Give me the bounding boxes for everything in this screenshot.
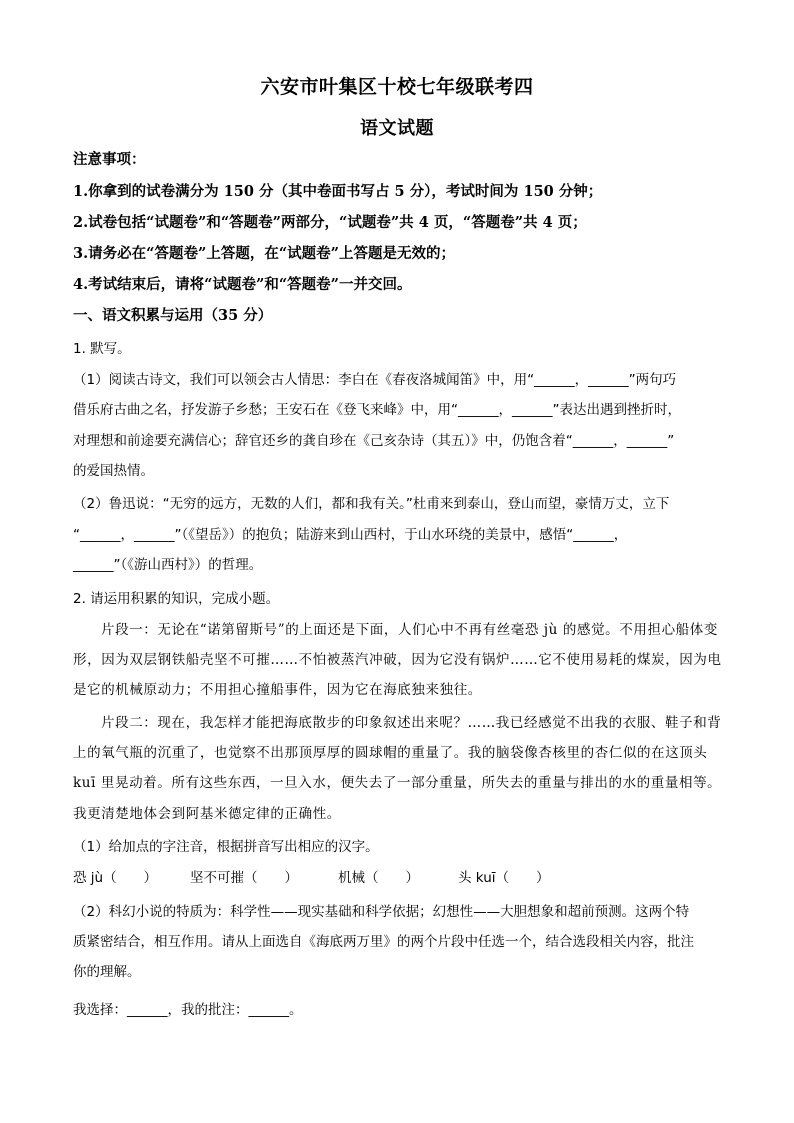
- question-2-sub2-line: 你的理解。: [73, 964, 141, 980]
- blank-item: 头 kuī（ ）: [458, 870, 550, 886]
- notice-item-2: 2.试卷包括“试题卷”和“答题卷”两部分，“试题卷”共 4 页，“答题卷”共 4 页；: [73, 214, 587, 231]
- section-heading: 一、语文积累与运用（35 分）: [73, 307, 273, 324]
- question-2-sub1: （1）给加点的字注音，根据拼音写出相应的汉字。: [73, 839, 379, 855]
- passage-1-line: 是它的机械原动力；不用担心撞船事件，因为它在海底独来独往。: [73, 682, 482, 698]
- passage-1-line: 片段一：无论在“诺第留斯号”的上面还是下面，人们心中不再有丝毫恐 jù 的感觉。不用担心船体变: [101, 622, 718, 638]
- question-1-part1-line: 借乐府古曲之名，抒发游子乡愁；王安石在《登飞来峰》中，用“______，______”表达出遇到挫折时，: [73, 402, 681, 418]
- passage-2-line: 片段二：现在，我怎样才能把海底散步的印象叙述出来呢？……我已经感觉不出我的衣服、鞋子和背: [101, 715, 722, 731]
- exam-subtitle: 语文试题: [360, 118, 434, 139]
- question-2-title: 2. 请运用积累的知识，完成小题。: [73, 591, 280, 607]
- notice-item-1: 1.你拿到的试卷满分为 150 分（其中卷面书写占 5 分），考试时间为 150 分钟；: [73, 183, 603, 200]
- exam-title: 六安市叶集区十校七年级联考四: [260, 76, 534, 98]
- blank-item: 坚不可摧（ ）: [190, 870, 298, 886]
- answer-line: 我选择：______，我的批注：______。: [73, 1002, 303, 1018]
- question-2-sub2-line: 质紧密结合，相互作用。请从上面选自《海底两万里》的两个片段中任选一个，结合选段相关内容，批注: [73, 934, 694, 950]
- question-1-part1-line: 的爱国热情。: [73, 463, 154, 479]
- notice-item-4: 4.考试结束后，请将“试题卷”和“答题卷”一并交回。: [73, 276, 412, 293]
- notice-item-3: 3.请务必在“答题卷”上答题，在“试题卷”上答题是无效的；: [73, 245, 455, 262]
- blank-item: 机械（ ）: [338, 870, 419, 886]
- blank-item: 恐 jù（ ）: [73, 870, 158, 886]
- passage-2-line: 上的氧气瓶的沉重了，也觉察不出那顶厚厚的圆球帽的重量了。我的脑袋像杏核里的杏仁似的在这顶头: [73, 745, 708, 761]
- question-2-sub2-line: （2）科幻小说的特质为：科学性——现实基础和科学依据；幻想性——大胆想象和超前预测。这两个特: [73, 904, 690, 920]
- passage-2-line: 我更清楚地体会到阿基米德定律的正确性。: [73, 806, 341, 822]
- question-1-part2-line: （2）鲁迅说：“无穷的远方，无数的人们，都和我有关。”杜甫来到泰山，登山而望，豪情万丈，立下: [73, 496, 670, 512]
- question-1-title: 1. 默写。: [73, 341, 131, 357]
- question-1-part1-line: 对理想和前途要充满信心；辞官还乡的龚自珍在《己亥杂诗（其五）》中，仍饱含着“______，______”: [73, 433, 675, 449]
- question-1-part2-line: “______，______”（《望岳》）的抱负；陆游来到山西村，于山水环绕的美景中，感悟“______，: [73, 527, 628, 543]
- notice-heading: 注意事项：: [73, 151, 146, 168]
- question-1-part2-line: ______”（《游山西村》）的哲理。: [73, 557, 263, 573]
- question-1-part1-line: （1）阅读古诗文，我们可以领会古人情思：李白在《春夜洛城闻笛》中，用“______，______”两句巧: [73, 372, 677, 388]
- passage-1-line: 形，因为双层钢铁船壳坚不可摧……不怕被蒸汽冲破，因为它没有锅炉……它不使用易耗的煤炭，因为电: [73, 652, 722, 668]
- passage-2-line: kuī 里晃动着。所有这些东西，一旦入水，便失去了一部分重量，所失去的重量与排出的水的重量相等。: [73, 775, 722, 791]
